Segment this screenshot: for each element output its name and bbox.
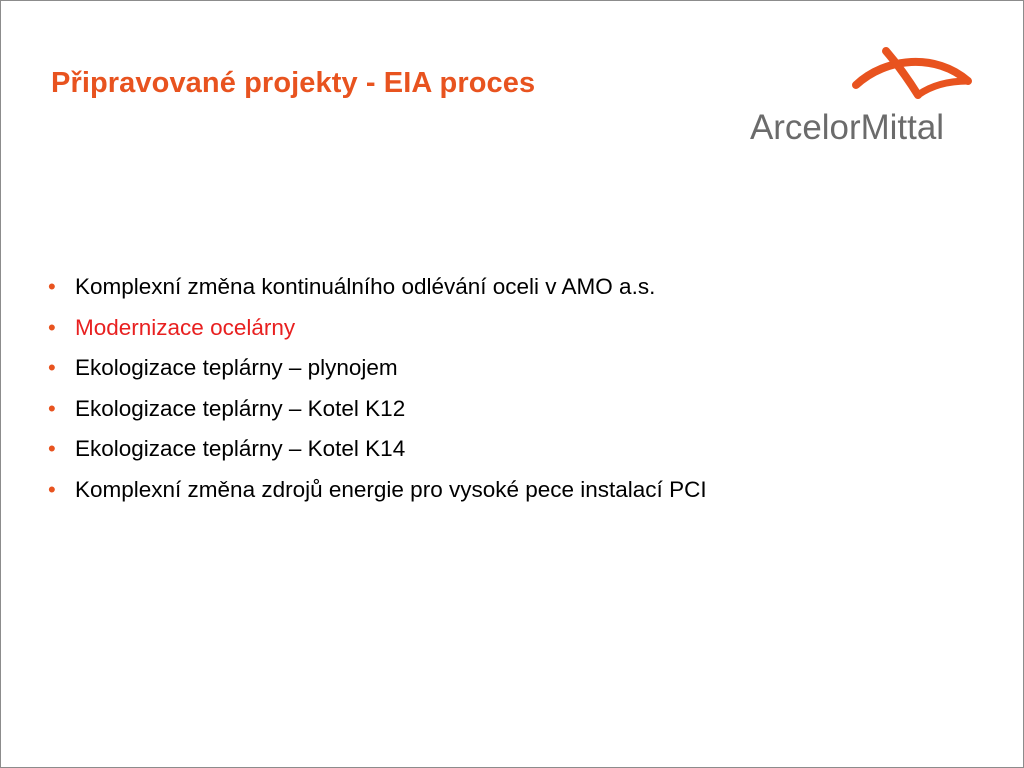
bullet-text: Ekologizace teplárny – Kotel K14	[75, 436, 406, 462]
bullet-item	[48, 389, 707, 430]
bullet-item	[48, 348, 707, 389]
arcelormittal-logo	[746, 45, 976, 150]
bullet-dot-icon: •	[48, 395, 56, 421]
bullet-item	[48, 470, 707, 511]
bullet-text: Modernizace ocelárny	[75, 314, 296, 340]
bullet-text: Ekologizace teplárny – Kotel K12	[75, 395, 406, 421]
bullet-dot-icon: •	[48, 355, 56, 381]
bullet-item	[48, 429, 707, 470]
bullet-dot-icon: •	[48, 274, 56, 299]
bullet-text: Ekologizace teplárny – plynojem	[75, 355, 398, 381]
bullet-text: Komplexní změna zdrojů energie pro vysoké pece instalací PCI	[75, 476, 707, 502]
bullet-item	[48, 308, 707, 349]
bullet-list	[48, 267, 707, 511]
slide-title: Připravované projekty - EIA proces	[51, 67, 536, 99]
arcelormittal-logo-icon	[746, 45, 976, 150]
bullet-dot-icon: •	[48, 476, 56, 502]
bullet-item	[48, 267, 707, 308]
bullet-text: Komplexní změna kontinuálního odlévání oceli v AMO a.s.	[75, 274, 656, 299]
bullet-dot-icon: •	[48, 436, 56, 462]
logo-wordmark: ArcelorMittal	[750, 108, 944, 147]
bullet-dot-icon: •	[48, 314, 56, 340]
